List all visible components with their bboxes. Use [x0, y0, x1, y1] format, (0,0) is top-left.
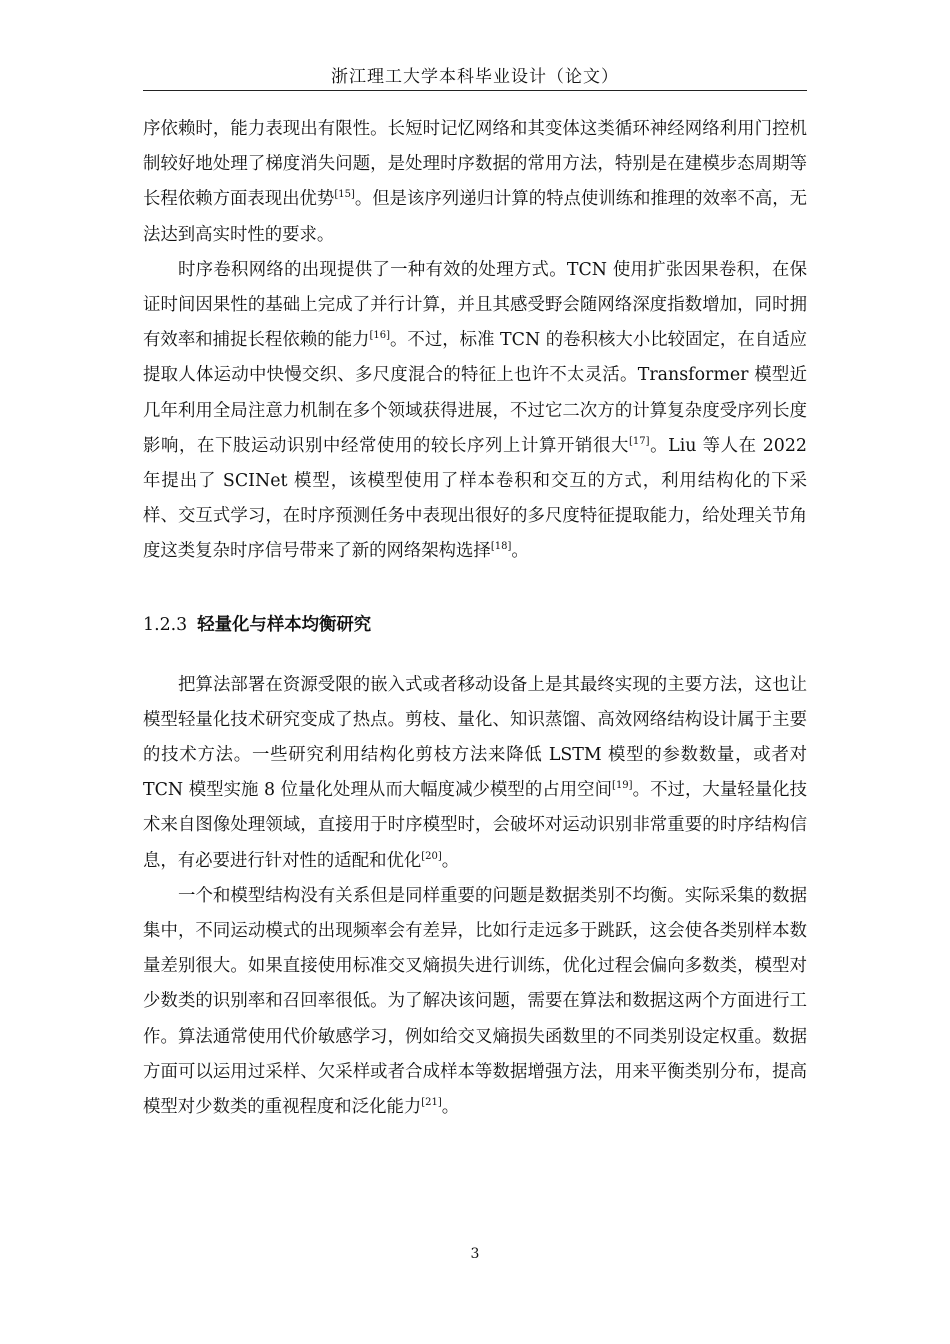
paragraph-text: 。	[441, 850, 460, 871]
citation-ref: [18]	[490, 541, 512, 553]
page-number: 3	[470, 1246, 480, 1262]
running-header: 浙江理工大学本科毕业设计（论文）	[331, 67, 619, 87]
paragraph-text: 序依赖时，能力表现出有限性。长短时记忆网络和其变体这类循环神经网络利用门控机制较好地处理了梯度消失问题，是处理时序数据的常用方法，特别是在建模步态周期等长程依赖方面表现出优势	[143, 119, 807, 210]
paragraph-text: 把算法部署在资源受限的嵌入式或者移动设备上是其最终实现的主要方法，这也让模型轻量化技术研究变成了热点。剪枝、量化、知识蒸馏、高效网络结构设计属于主要的技术方法。一些研究利用结构化剪枝方法来降低 LSTM 模型的参数数量，或者对 TCN 模型实施 8 位量化处理从而大幅度减少模型的占用空间	[143, 674, 807, 801]
paragraph	[143, 112, 807, 253]
citation-ref: [20]	[421, 850, 442, 862]
citation-ref: [15]	[334, 189, 355, 201]
paragraph-group-top	[143, 112, 807, 570]
section-title: 轻量化与样本均衡研究	[197, 614, 372, 635]
section-number: 1.2.3	[143, 614, 188, 635]
paragraph-text: 。不过，大量轻量化技术来自图像处理领域，直接用于时序模型时，会破坏对运动识别非常重要的时序结构信息，有必要进行针对性的适配和优化	[143, 780, 807, 871]
citation-ref: [16]	[369, 330, 390, 342]
paragraph-group-bottom	[143, 668, 807, 1126]
page-body	[143, 112, 807, 1125]
paragraph-text: 。Liu 等人在 2022 年提出了 SCINet 模型，该模型使用了样本卷积和交互的方式，利用结构化的下采样、交互式学习，在时序预测任务中表现出很好的多尺度特征提取能力，给处理关节角度这类复杂时序信号带来了新的网络架构选择	[143, 435, 807, 562]
citation-ref: [17]	[629, 435, 650, 447]
paragraph	[143, 253, 807, 570]
paragraph-text: 。	[511, 541, 529, 562]
citation-ref: [19]	[612, 780, 633, 792]
paragraph-text: 。不过，标准 TCN 的卷积核大小比较固定，在自适应提取人体运动中快慢交织、多尺度混合的特征上也许不太灵活。Transformer 模型近几年利用全局注意力机制在多个领域获得进展，不过它二次方的计算复杂度受序列长度影响，在下肢运动识别中经常使用的较长序列上计算开销很大	[143, 330, 807, 456]
paragraph	[143, 668, 807, 879]
paragraph-text: 时序卷积网络的出现提供了一种有效的处理方式。TCN 使用扩张因果卷积，在保证时间因果性的基础上完成了并行计算，并且其感受野会随网络深度指数增加，同时拥有效率和捕捉长程依赖的能力	[143, 259, 807, 351]
header-rule	[143, 90, 807, 91]
paragraph	[143, 879, 807, 1125]
paragraph-text: 一个和模型结构没有关系但是同样重要的问题是数据类别不均衡。实际采集的数据集中，不同运动模式的出现频率会有差异，比如行走远多于跳跃，这会使各类别样本数量差别很大。如果直接使用标准交叉熵损失进行训练，优化过程会偏向多数类，模型对少数类的识别率和召回率很低。为了解决该问题，需要在算法和数据这两个方面进行工作。算法通常使用代价敏感学习，例如给交叉熵损失函数里的不同类别设定权重。数据方面可以运用过采样、欠采样或者合成样本等数据增强方法，用来平衡类别分布，提高模型对少数类的重视程度和泛化能力	[143, 885, 807, 1118]
section-heading	[143, 608, 807, 643]
citation-ref: [21]	[421, 1097, 442, 1109]
paragraph-text: 。但是该序列递归计算的特点使训练和推理的效率不高，无法达到高实时性的要求。	[143, 189, 808, 245]
paragraph-text: 。	[441, 1097, 460, 1118]
